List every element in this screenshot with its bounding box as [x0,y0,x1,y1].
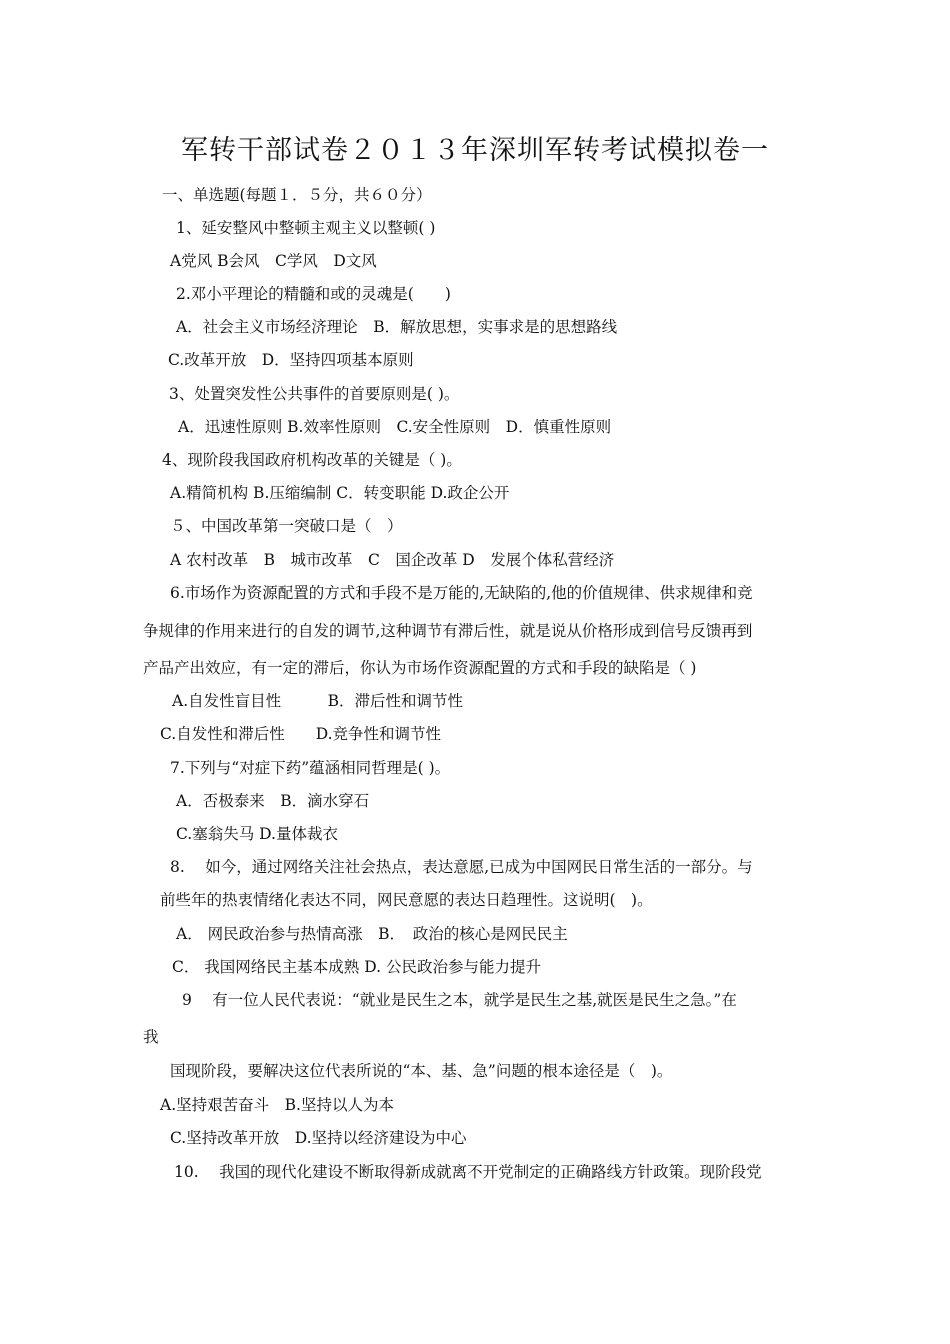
question-1: 1、延安整风中整顿主观主义以整顿( ) [176,219,436,237]
question-6-line-3: 产品产出效应，有一定的滞后，你认为市场作资源配置的方式和手段的缺陷是（ ) [143,659,697,677]
question-2: 2.邓小平理论的精髓和或的灵魂是( ) [176,285,451,303]
question-10-line-1: 10. 我国的现代化建设不断取得新成就离不开党制定的正确路线方针政策。现阶段党 [174,1163,762,1181]
question-9-options-c-d: C.坚持改革开放 D.坚持以经济建设为中心 [170,1129,467,1147]
question-2-options-a-b: A．社会主义市场经济理论 B．解放思想，实事求是的思想路线 [176,318,618,336]
question-8-line-1: 8. 如今，通过网络关注社会热点，表达意愿,已成为中国网民日常生活的一部分。与 [170,858,753,876]
question-5-options: A 农村改革 B 城市改革 C 国企改革 D 发展个体私营经济 [170,551,615,569]
question-6-options-c-d: C.自发性和滞后性 D.竞争性和调节性 [160,725,442,743]
section-heading: 一、单选题(每题１．５分，共６０分） [162,186,432,204]
question-4: 4、现阶段我国政府机构改革的关键是（ )。 [162,451,462,469]
question-2-options-c-d: C.改革开放 D．坚持四项基本原则 [168,351,414,369]
question-1-options: A党风 B会风 C学风 D文风 [170,252,377,270]
question-7-options-a-b: A．否极泰来 B．滴水穿石 [176,792,370,810]
question-6-line-1: 6.市场作为资源配置的方式和手段不是万能的,无缺陷的,他的价值规律、供求规律和竞 [170,584,753,602]
question-8-line-2: 前些年的热衷情绪化表达不同，网民意愿的表达日趋理性。这说明( )。 [160,891,653,909]
question-5: ５、中国改革第一突破口是（ ） [170,517,403,535]
page-title: 军转干部试卷２０１３年深圳军转考试模拟卷一 [181,135,769,166]
question-3: 3、处置突发性公共事件的首要原则是( )。 [169,385,460,403]
question-9-options-a-b: A.坚持艰苦奋斗 B.坚持以人为本 [160,1096,394,1114]
question-4-options: A.精简机构 B.压缩编制 C．转变职能 D.政企公开 [170,484,510,502]
question-9-line-2: 国现阶段，要解决这位代表所说的“本、基、急”问题的根本途径是（ )。 [170,1062,673,1080]
question-9-line-1: 9 有一位人民代表说：“就业是民生之本，就学是民生之基,就医是民生之急。”在 [182,991,737,1009]
question-6-options-a-b: A.自发性盲目性 B．滞后性和调节性 [172,692,464,710]
question-8-options-a-b: A． 网民政治参与热情高涨 B． 政治的核心是网民民主 [176,925,568,943]
question-6-line-2: 争规律的作用来进行的自发的调节,这种调节有滞后性，就是说从价格形成到信号反馈再到 [143,622,753,640]
question-8-options-c-d: C． 我国网络民主基本成熟 D. 公民政治参与能力提升 [172,958,541,976]
question-9-line-wrap: 我 [143,1028,159,1046]
question-3-options: A．迅速性原则 B.效率性原则 C.安全性原则 D．慎重性原则 [178,418,612,436]
question-7-options-c-d: C.塞翁失马 D.量体裁衣 [176,825,338,843]
question-7: 7.下列与“对症下药”蕴涵相同哲理是( )。 [170,759,451,777]
